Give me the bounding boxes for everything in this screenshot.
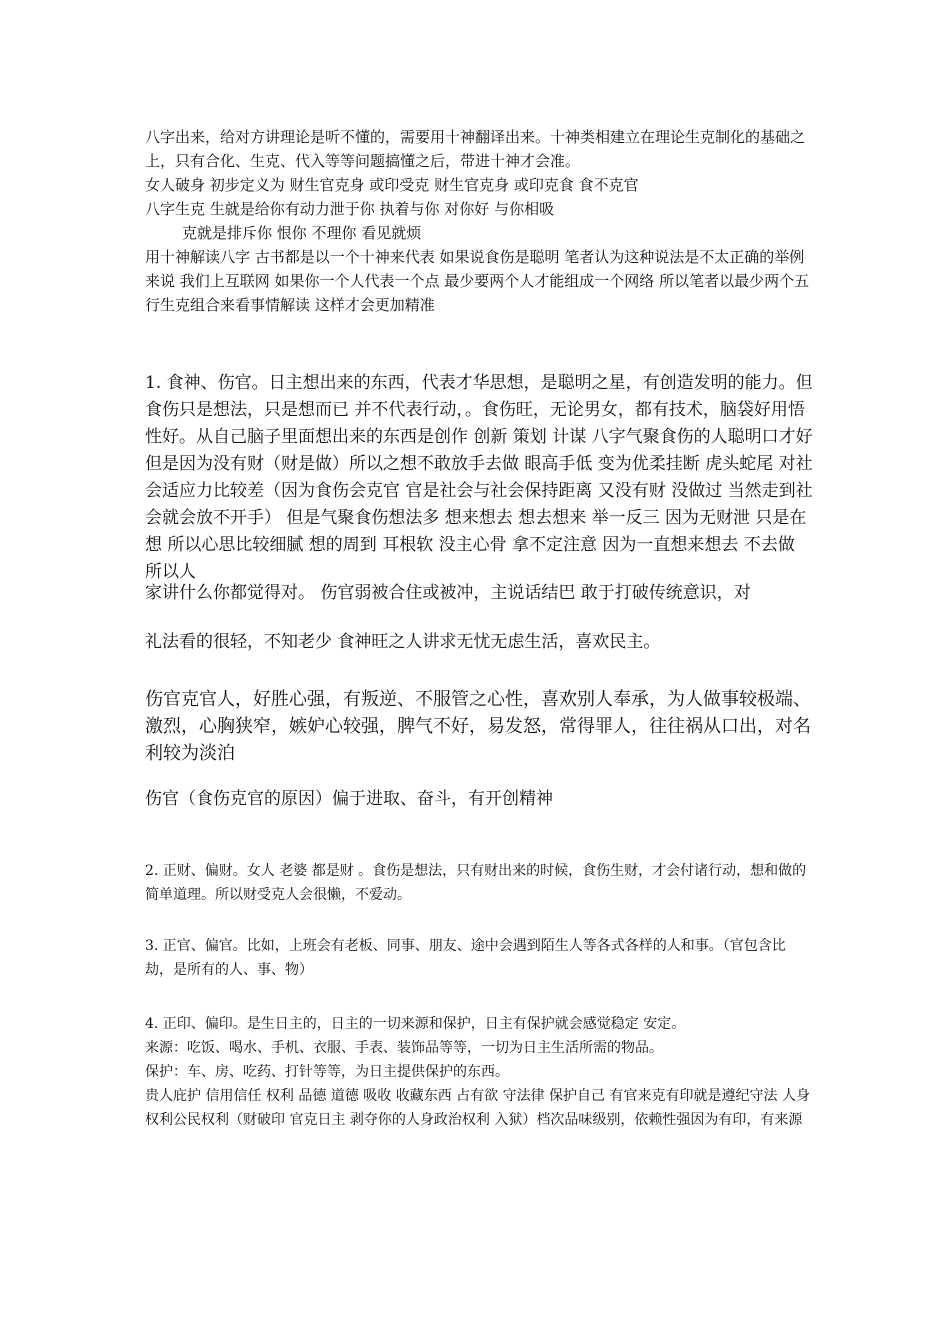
section1-paragraph-shishen-shangguan: 1. 食神、伤官。日主想出来的东西，代表才华思想，是聪明之星，有创造发明的能力。但食伤只是想法，只是想而已 并不代表行动，。食伤旺，无论男女，都有技术，脑袋好用悟性好。从自己脑子里面想出来的东西是创作 创新 策划 计谋 八字气聚食伤的人聪明口才好但是因为没有财（财是做）所以之想不敢放手去做 眼高手低 变为优柔挂断 虎头蛇尾 对社会适应力比较差（因为食伤会克官 官是社会与社会保持距离 又没有财 没做过 当然走到社会就会放不开手） 但是气聚食伤想法多 想来想去 想去想来 举一反三 因为无财泄 只是在想 所以心思比较细腻 想的周到 耳根软 没主心骨 拿不定注意 因为一直想来想去 不去做 所以人 — [145, 373, 813, 582]
section1-line-continuation-2: 礼法看的很轻，不知老少 食神旺之人讲求无忧无虑生活，喜欢民主。 — [145, 632, 661, 652]
section2-paragraph-wealth: 2. 正财、偏财。女人 老婆 都是财 。食伤是想法，只有财出来的时候，食伤生财，才会付诸行动，想和做的简单道理。所以财受克人会很懒，不爱动。 — [145, 863, 807, 903]
section3-paragraph-officer: 3. 正官、偏官。比如，上班会有老板、同事、朋友、途中会遇到陌生人等各式各样的人和事。（官包含比劫，是所有的人、事、物） — [145, 938, 786, 978]
section4-line-source: 来源：吃饭、喝水、手机、衣服、手表、装饰品等等，一切为日主生活所需的物品。 — [145, 1040, 663, 1056]
section1-paragraph-shangguan-keguan: 伤官克官人，好胜心强，有叛逆、不服管之心性，喜欢别人奉承，为人做事较极端、激烈，心胸狭窄，嫉妒心较强，脾气不好，易发怒，常得罪人，往往祸从口出，对名利较为淡泊 — [145, 689, 811, 764]
section4-line-seal: 4. 正印、偏印。是生日主的，日主的一切来源和保护，日主有保护就会感觉稳定 安定。 — [145, 1016, 686, 1032]
intro-line-ke: 克就是排斥你 恨你 不理你 看见就烦 — [182, 224, 422, 242]
section4-line-protection: 保护：车、房、吃药、打针等等，为日主提供保护的东西。 — [145, 1064, 509, 1080]
section1-line-continuation-1: 家讲什么你都觉得对。 伤官弱被合住或被冲，主说话结巴 敢于打破传统意识，对 — [145, 583, 751, 603]
section1-line-shangguan-enterprise: 伤官（食伤克官的原因）偏于进取、奋斗，有开创精神 — [145, 789, 553, 809]
section4-paragraph-seal-meaning: 贵人庇护 信用信任 权利 品德 道德 吸收 收藏东西 占有欲 守法律 保护自己 有官来克有印就是遵纪守法 人身权利公民权利（财破印 官克日主 剥夺你的人身政治权利 入狱）档次品味级别，依赖性强因为有印，有来源 — [145, 1088, 810, 1128]
intro-paragraph-interpretation: 用十神解读八字 古书都是以一个十神来代表 如果说食伤是聪明 笔者认为这种说法是不太正确的举例来说 我们上互联网 如果你一个人代表一个点 最少要两个人才能组成一个网络 所以笔者以最少两个五行生克组合来看事情解读 这样才会更加精准 — [145, 248, 810, 314]
intro-line-women: 女人破身 初步定义为 财生官克身 或印受克 财生官克身 或印克食 食不克官 — [145, 176, 639, 194]
intro-paragraph-ten-gods: 八字出来，给对方讲理论是听不懂的，需要用十神翻译出来。十神类相建立在理论生克制化的基础之上，只有合化、生克、代入等等问题搞懂之后，带进十神才会准。 — [145, 128, 806, 170]
intro-line-sheng-ke: 八字生克 生就是给你有动力泄于你 执着与你 对你好 与你相吸 — [145, 200, 555, 218]
